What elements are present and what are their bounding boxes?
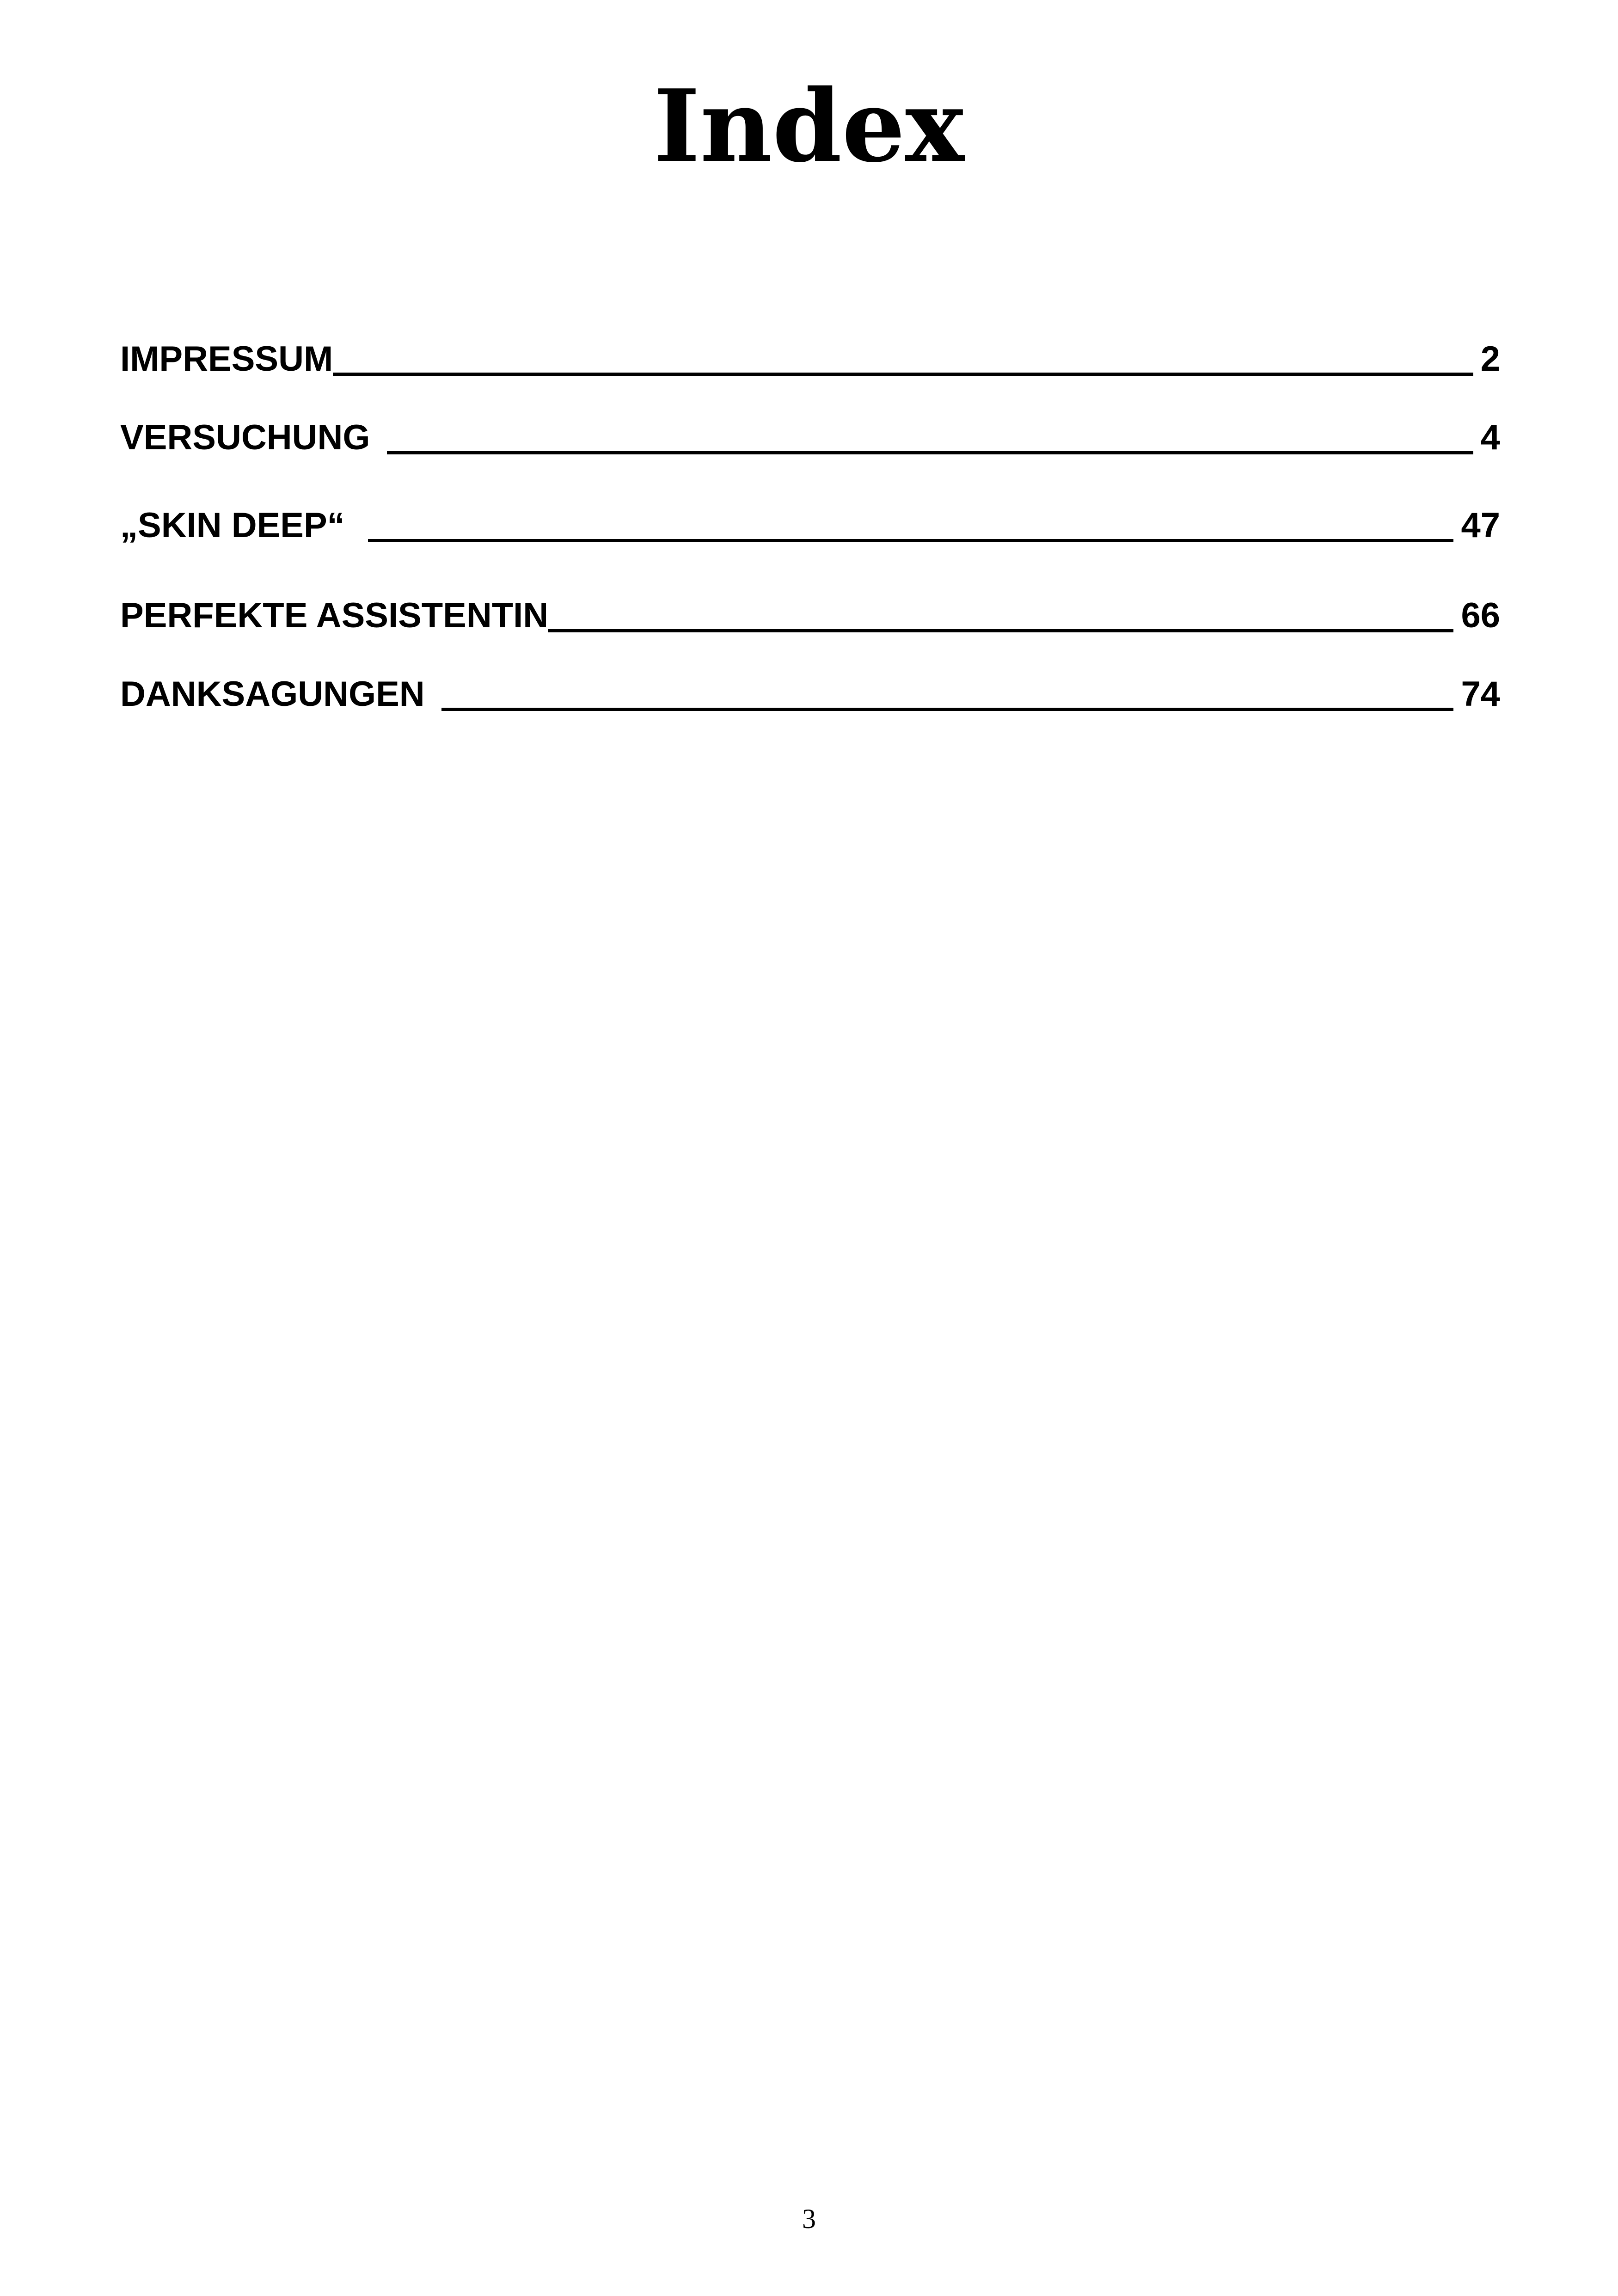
toc-leader-line xyxy=(441,708,1454,711)
toc-entry-label: DANKSAGUNGEN xyxy=(120,674,425,714)
toc-entry-perfekte-assistentin[interactable] xyxy=(120,582,1500,633)
toc-entry-page: 47 xyxy=(1461,506,1500,545)
toc-leader-line xyxy=(333,373,1473,376)
toc-entry-label: VERSUCHUNG xyxy=(120,418,370,457)
page-title: Index xyxy=(653,67,965,184)
toc-entry-label: „SKIN DEEP“ xyxy=(120,506,345,545)
toc-entry-label: PERFEKTE ASSISTENTIN xyxy=(120,596,549,635)
toc-entry-versuchung[interactable] xyxy=(120,404,1500,455)
toc-entry-page: 66 xyxy=(1461,596,1500,635)
toc-entry-danksagungen[interactable] xyxy=(120,661,1500,712)
page-number: 3 xyxy=(802,2204,816,2234)
toc-entry-page: 4 xyxy=(1480,418,1500,457)
toc-leader-line xyxy=(387,451,1473,454)
toc-entry-page: 2 xyxy=(1480,339,1500,379)
toc-entry-impressum[interactable] xyxy=(120,326,1500,377)
toc-entry-page: 74 xyxy=(1461,674,1500,714)
toc-entry-label: IMPRESSUM xyxy=(120,339,333,379)
toc-entry-skin-deep[interactable] xyxy=(120,492,1500,543)
toc-leader-line xyxy=(548,629,1453,632)
toc-leader-line xyxy=(368,539,1454,542)
